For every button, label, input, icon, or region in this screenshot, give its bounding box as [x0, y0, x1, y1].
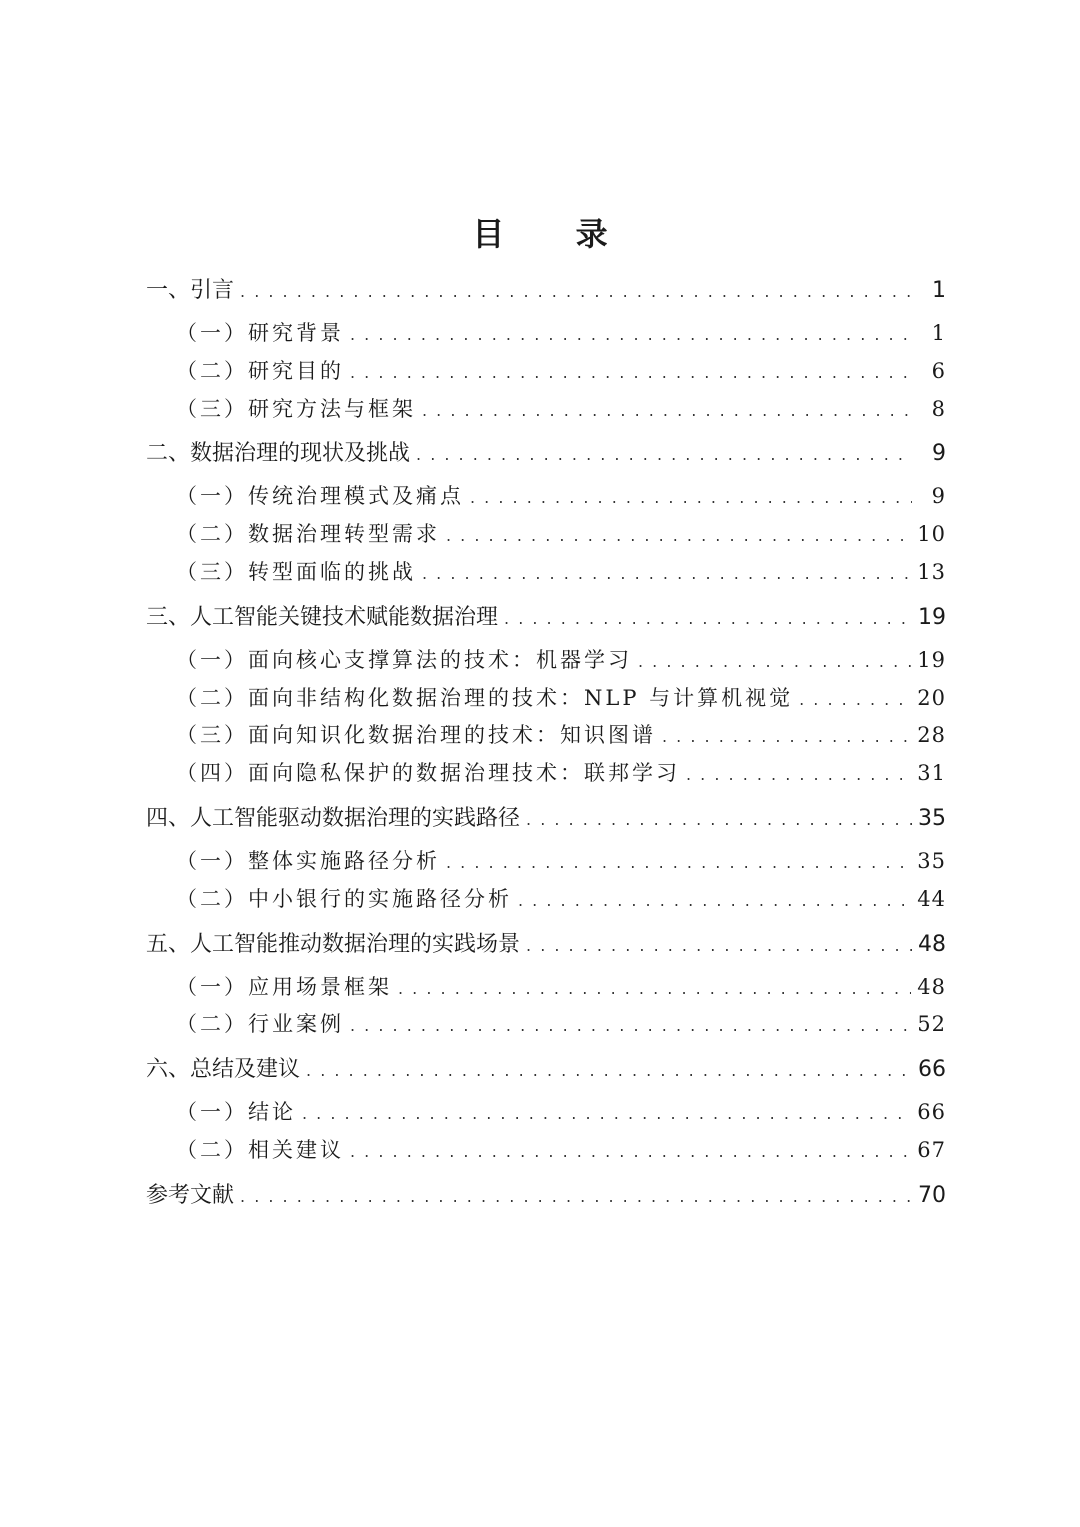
dot-leader — [446, 517, 911, 554]
toc-entry-title: （二）相关建议 — [176, 1137, 344, 1162]
toc-entry-title: （二）行业案例 — [176, 1012, 344, 1037]
toc-entry-title: （一）面向核心支撑算法的技术：机器学习 — [176, 647, 632, 672]
toc-page-number: 13 — [917, 559, 946, 584]
toc-page-number: 28 — [917, 723, 946, 748]
toc-page-number: 52 — [917, 1012, 946, 1037]
toc-entry-title: 参考文献 — [146, 1182, 235, 1208]
toc-page-number: 19 — [918, 604, 946, 630]
toc-entry-title: （一）结论 — [176, 1100, 296, 1125]
toc-section-entry[interactable] — [146, 1132, 946, 1170]
toc-section-entry[interactable] — [146, 755, 946, 793]
toc-entry-title: （一）传统治理模式及痛点 — [176, 484, 464, 509]
toc-entry-title: （三）面向知识化数据治理的技术：知识图谱 — [176, 723, 656, 748]
dot-leader — [416, 430, 912, 478]
dot-leader — [306, 1046, 912, 1094]
toc-chapter-entry[interactable] — [146, 1171, 946, 1220]
toc-entry-title: 四、人工智能驱动数据治理的实践路径 — [146, 805, 521, 831]
toc-entry-title: （三）转型面临的挑战 — [176, 559, 416, 584]
toc-section-entry[interactable] — [146, 881, 946, 919]
table-of-contents — [146, 265, 946, 1220]
toc-entry-title: （二）面向非结构化数据治理的技术：NLP 与计算机视觉 — [176, 685, 794, 710]
toc-section-entry[interactable] — [146, 1094, 946, 1132]
toc-page-number: 35 — [918, 805, 946, 831]
toc-chapter-entry[interactable] — [146, 794, 946, 843]
dot-leader — [240, 1172, 912, 1220]
dot-leader — [350, 354, 912, 391]
dot-leader — [302, 1095, 911, 1132]
toc-section-entry[interactable] — [146, 680, 946, 718]
toc-section-entry[interactable] — [146, 1006, 946, 1044]
toc-page-number: 1 — [931, 321, 946, 345]
dot-leader — [350, 1007, 911, 1044]
toc-page-number: 10 — [917, 522, 946, 547]
toc-page-number: 66 — [918, 1057, 946, 1083]
dot-leader — [350, 316, 912, 353]
dot-leader — [504, 594, 912, 642]
toc-page-number: 9 — [932, 441, 946, 467]
toc-page-number: 19 — [917, 647, 946, 672]
page-title: 目 录 — [472, 215, 638, 253]
dot-leader — [686, 756, 911, 793]
toc-page-number: 70 — [918, 1182, 946, 1208]
toc-page-number: 44 — [917, 886, 946, 911]
toc-page-number: 8 — [931, 396, 946, 421]
toc-entry-title: 三、人工智能关键技术赋能数据治理 — [146, 604, 499, 630]
toc-page-number: 67 — [917, 1137, 946, 1162]
toc-page-number: 6 — [931, 358, 946, 383]
dot-leader — [422, 555, 911, 592]
toc-entry-title: （二）研究目的 — [176, 358, 344, 383]
toc-page-number: 31 — [917, 761, 946, 786]
dot-leader — [518, 882, 911, 919]
dot-leader — [398, 970, 911, 1007]
toc-section-entry[interactable] — [146, 642, 946, 680]
toc-chapter-entry[interactable] — [146, 920, 946, 969]
toc-page-number: 1 — [932, 278, 946, 303]
toc-section-entry[interactable] — [146, 478, 946, 516]
toc-entry-title: （二）数据治理转型需求 — [176, 522, 440, 547]
toc-chapter-entry[interactable] — [146, 1045, 946, 1094]
toc-section-entry[interactable] — [146, 843, 946, 881]
toc-entry-title: （一）研究背景 — [176, 321, 344, 345]
toc-entry-title: 六、总结及建议 — [146, 1057, 301, 1083]
toc-entry-title: （一）整体实施路径分析 — [176, 848, 440, 873]
toc-chapter-entry[interactable] — [146, 266, 946, 315]
dot-leader — [638, 643, 911, 680]
toc-page-number: 9 — [931, 484, 946, 509]
toc-section-entry[interactable] — [146, 353, 946, 391]
toc-section-entry[interactable] — [146, 717, 946, 755]
toc-page-number: 66 — [917, 1100, 946, 1125]
toc-chapter-entry[interactable] — [146, 593, 946, 642]
toc-entry-title: （三）研究方法与框架 — [176, 396, 416, 421]
toc-section-entry[interactable] — [146, 554, 946, 592]
dot-leader — [662, 718, 911, 755]
toc-entry-title: 五、人工智能推动数据治理的实践场景 — [146, 931, 521, 957]
dot-leader — [799, 681, 911, 718]
toc-page-number: 48 — [917, 974, 946, 999]
dot-leader — [350, 1133, 911, 1170]
toc-chapter-entry[interactable] — [146, 429, 946, 478]
toc-entry-title: （一）应用场景框架 — [176, 974, 392, 999]
toc-entry-title: （二）中小银行的实施路径分析 — [176, 886, 512, 911]
toc-section-entry[interactable] — [146, 516, 946, 554]
dot-leader — [526, 921, 912, 969]
toc-section-entry[interactable] — [146, 315, 946, 353]
dot-leader — [526, 795, 912, 843]
dot-leader — [446, 844, 911, 881]
toc-entry-title: 二、数据治理的现状及挑战 — [146, 441, 411, 467]
toc-section-entry[interactable] — [146, 969, 946, 1007]
toc-section-entry[interactable] — [146, 391, 946, 429]
toc-entry-title: （四）面向隐私保护的数据治理技术：联邦学习 — [176, 761, 680, 786]
toc-page-number: 48 — [918, 931, 946, 957]
dot-leader — [470, 479, 912, 516]
toc-page-number: 35 — [917, 848, 946, 873]
toc-page-number: 20 — [917, 685, 946, 710]
toc-entry-title: 一、引言 — [146, 278, 235, 303]
dot-leader — [240, 267, 912, 315]
dot-leader — [422, 392, 912, 429]
